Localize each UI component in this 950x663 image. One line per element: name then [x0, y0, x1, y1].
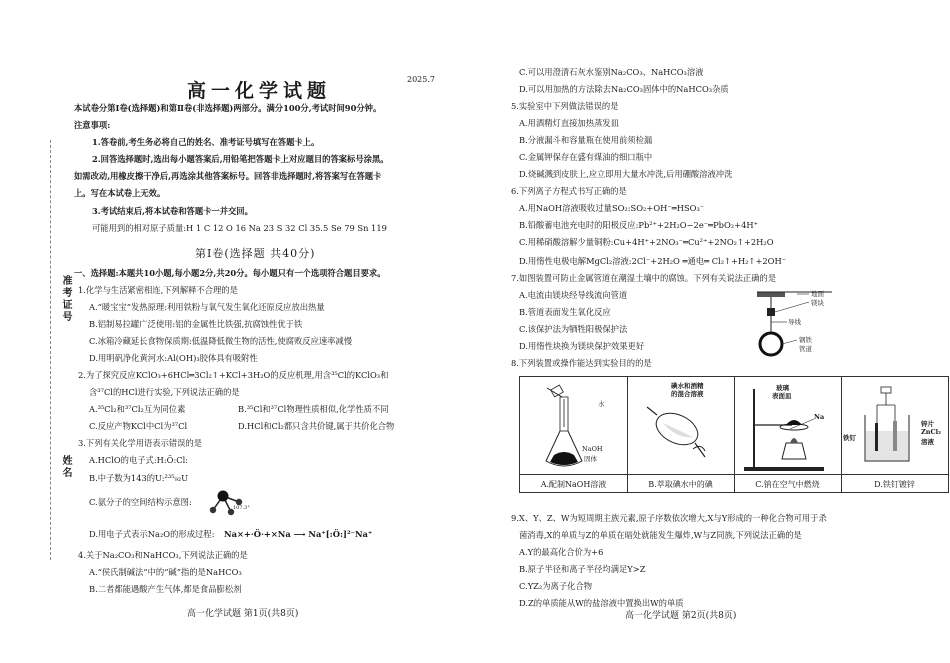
- q8-apparatus-figure: [519, 376, 949, 493]
- label-watch-glass: 表面皿: [772, 392, 792, 400]
- q5-option-c: C.金属钾保存在盛有煤油的细口瓶中: [519, 152, 653, 162]
- sodium-burning-setup-icon: [742, 385, 837, 473]
- q2-stem-a: 2.为了探究反应KClO₃+6HCl═3Cl₂↑+KCl+3H₂O的反应机理,用含³⁵Cl的KClO₃和: [78, 370, 389, 380]
- label-zinc-plate: 锌片: [921, 420, 934, 428]
- q9-stem-b: 菌消毒,X的单质与Z的单质在暗处就能发生爆炸,W与Z同族,下列说法正确的是: [519, 530, 802, 540]
- page-footer-2: 高一化学试题 第2页(共8页): [625, 611, 737, 621]
- label-solution: 溶液: [921, 438, 934, 446]
- label-glass: 玻璃: [776, 384, 789, 392]
- label-ground: 地面: [811, 290, 824, 298]
- q6-option-c: C.用稀硝酸溶解少量铜粉:Cu+4H⁺+2NO₃⁻═Cu²⁺+2NO₂↑+2H₂O: [519, 237, 774, 247]
- caption-a: A.配制NaOH溶液: [540, 480, 607, 489]
- page-title: 高一化学试题: [187, 80, 332, 102]
- apparatus-d: [841, 377, 948, 492]
- exam-page-2: [475, 0, 950, 663]
- q7-option-b: B.管道表面发生氧化反应: [519, 307, 611, 317]
- q3-option-a: A.HClO的电子式:H:Ö:Cl:: [89, 455, 189, 465]
- section-title: 第Ⅰ卷(选择题 共40分): [195, 247, 316, 260]
- q6-option-b: B.铅酸蓄电池充电时的阳极反应:Pb²⁺+2H₂O−2e⁻═PbO₂+4H⁺: [519, 220, 758, 230]
- label-magnesium-block: 镁块: [811, 299, 824, 307]
- q1-option-a: A.“暖宝宝”发热原理:利用铁粉与氧气发生氧化还原反应放出热量: [89, 302, 325, 312]
- label-zncl2: ZnCl₂: [921, 428, 941, 436]
- q9-stem-a: 9.X、Y、Z、W为短周期主族元素,原子序数依次增大,X与Y形成的一种化合物可用于杀: [511, 513, 827, 523]
- note-2b: 如需改动,用橡皮擦干净后,再选涂其他答案标号。回答非选择题时,将答案写在答题卡: [74, 171, 382, 181]
- q5-option-d: D.烧碱溅到皮肤上,应立即用大量水冲洗,后用硼酸溶液冲洗: [519, 169, 733, 179]
- label-wire: 导线: [788, 318, 801, 326]
- na2o-formation-formula: Na×+·Ö·+×Na ⟶ Na⁺[:Ö:]²⁻Na⁺: [224, 529, 373, 539]
- electroplating-cell-icon: [859, 385, 929, 467]
- q2-option-b: B.³⁵Cl和³⁷Cl物理性质相似,化学性质不同: [238, 404, 389, 414]
- q4-option-b: B.二者都能遇酸产生气体,都是食品膨松剂: [89, 584, 242, 594]
- exam-date: 2025.7: [407, 75, 435, 84]
- q7-option-a: A.电流由镁块经导线流向管道: [519, 290, 628, 300]
- note-3: 3.考试结束后,将本试卷和答题卡一并交回。: [92, 206, 253, 216]
- label-pipe: 管道: [799, 345, 812, 353]
- q7-option-c: C.该保护法为牺牲阳极保护法: [519, 324, 628, 334]
- q9-option-d: D.Z的单质能从W的盐溶液中置换出W的单质: [519, 598, 684, 608]
- q2-option-d: D.HCl和Cl₂都只含共价键,属于共价化合物: [238, 421, 395, 431]
- note-1: 1.答卷前,考生务必将自己的姓名、准考证号填写在答题卡上。: [92, 137, 320, 147]
- q2-option-a: A.³⁵Cl₂和³⁷Cl₂互为同位素: [89, 404, 186, 414]
- label-solid: 固体: [584, 455, 597, 463]
- label-iron-nail: 铁钉: [843, 434, 856, 442]
- q7-option-d: D.用惰性块换为镁块保护效果更好: [519, 341, 645, 351]
- q9-option-c: C.YZ₂为离子化合物: [519, 581, 593, 591]
- atomic-masses: 可能用到的相对原子质量:H 1 C 12 O 16 Na 23 S 32 Cl 35.5 Se 79 Sn 119: [92, 223, 387, 233]
- q9-option-b: B.原子半径和离子半径均满足Y>Z: [519, 564, 646, 574]
- q6-option-a: A.用NaOH溶液吸收过量SO₂:SO₂+OH⁻═HSO₃⁻: [519, 203, 705, 213]
- binding-line: [50, 140, 51, 560]
- separatory-funnel-icon: [641, 399, 721, 469]
- ammonia-molecule-diagram: [205, 488, 255, 520]
- q1-stem: 1.化学与生活紧密相连,下列解释不合理的是: [78, 285, 238, 295]
- label-steel: 钢铁: [799, 336, 812, 344]
- side-label-exam-number: 准考证号: [60, 275, 71, 323]
- q5-stem: 5.实验室中下列做法错误的是: [511, 101, 619, 111]
- label-water: 水: [598, 400, 605, 408]
- q4-option-a: A.“侯氏制碱法”中的“碱”指的是NaHCO₃: [89, 567, 242, 577]
- q9-option-a: A.Y的最高化合价为+6: [519, 547, 604, 557]
- caption-c: C.钠在空气中燃烧: [755, 480, 820, 489]
- q4-option-c: C.可以用澄清石灰水鉴别Na₂CO₃、NaHCO₃溶液: [519, 67, 704, 77]
- q6-stem: 6.下列离子方程式书写正确的是: [511, 186, 627, 196]
- q1-option-b: B.铝制易拉罐广泛使用:铝的金属性比铁强,抗腐蚀性优于铁: [89, 319, 303, 329]
- q5-option-b: B.分液漏斗和容量瓶在使用前须检漏: [519, 135, 653, 145]
- part1-instructions: 一、选择题:本题共10小题,每小题2分,共20分。每小题只有一个选项符合题目要求。: [74, 268, 386, 278]
- q7-stem: 7.如图装置可防止金属管道在潮湿土壤中的腐蚀。下列有关说法正确的是: [511, 273, 777, 283]
- apparatus-a: [520, 377, 628, 492]
- q2-stem-b: 含³⁷Cl的HCl进行实验,下列说法正确的是: [89, 387, 240, 397]
- q3-option-c: C.氨分子的空间结构示意图:: [89, 497, 192, 507]
- q2-option-c: C.反应产物KCl中Cl为³⁷Cl: [89, 421, 188, 431]
- q5-option-a: A.用酒精灯直接加热蒸发皿: [519, 118, 619, 128]
- caption-d: D.铁钉镀锌: [874, 480, 915, 489]
- q1-option-c: C.冰箱冷藏延长食物保质期:低温降低微生物的活性,使腐败反应速率减慢: [89, 336, 353, 346]
- label-naoh: NaOH: [582, 445, 603, 453]
- label-sodium: Na: [814, 413, 825, 421]
- apparatus-c: [734, 377, 842, 492]
- note-2a: 2.回答选择题时,选出每小题答案后,用铅笔把答题卡上对应题目的答案标号涂黑。: [92, 154, 389, 164]
- q4-stem: 4.关于Na₂CO₃和NaHCO₃,下列说法正确的是: [78, 550, 248, 560]
- intro-text: 本试卷分第Ⅰ卷(选择题)和第Ⅱ卷(非选择题)两部分。满分100分,考试时间90分钟。: [74, 103, 382, 113]
- caption-b: B.萃取碘水中的碘: [648, 480, 713, 489]
- label-iodine-mix-2: 的混合溶液: [671, 390, 704, 398]
- q4-option-d: D.可以用加热的方法除去Na₂CO₃固体中的NaHCO₃杂质: [519, 84, 729, 94]
- apparatus-b: [627, 377, 735, 492]
- label-iodine-mix-1: 碘水和酒精: [671, 382, 704, 390]
- q6-option-d: D.用惰性电极电解MgCl₂溶液:2Cl⁻+2H₂O ═通电═ Cl₂↑+H₂↑+2OH⁻: [519, 256, 787, 266]
- bond-angle-label: 107.3°: [233, 505, 250, 511]
- notes-heading: 注意事项:: [74, 120, 111, 130]
- q3-option-b: B.中子数为143的U:²³⁵₉₂U: [89, 473, 189, 483]
- q1-option-d: D.用明矾净化黄河水:Al(OH)₃胶体具有吸附性: [89, 353, 258, 363]
- q3-stem: 3.下列有关化学用语表示错误的是: [78, 438, 203, 448]
- side-label-name: 姓名: [60, 455, 71, 479]
- note-2c: 上。写在本试卷上无效。: [74, 188, 166, 198]
- page-footer: 高一化学试题 第1页(共8页): [187, 609, 299, 619]
- q3-option-d: D.用电子式表示Na₂O的形成过程:: [89, 529, 215, 539]
- q8-stem: 8.下列装置或操作能达到实验目的的是: [511, 358, 652, 368]
